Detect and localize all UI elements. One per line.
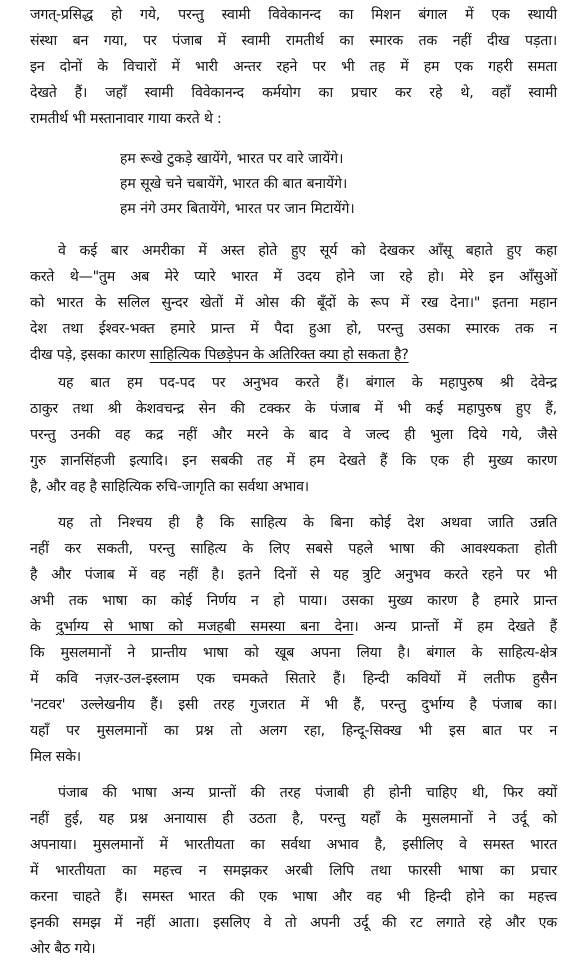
text-segment: दीख पड़े, इसका कारण <box>30 347 150 363</box>
text-line: यह तो निश्चय ही है कि साहित्य के बिना कोई देश अथवा जाति उन्नति <box>58 515 557 531</box>
underlined-phrase: दुर्भाग्य से भाषा को मजहबी समस्या बना देना <box>55 619 354 635</box>
text-line: देश तथा ईश्वर-भक्त हमारे प्रान्त में पैदा हुआ हो, परन्तु उसका स्मारक तक न <box>30 321 557 337</box>
text-segment: के <box>30 619 56 635</box>
text-line: देखते हैं। जहाँ स्वामी विवेकानन्द कर्मयोग का प्रचार कर रहे थे, वहाँ स्वामी <box>30 85 557 101</box>
text-line: अभी तक भाषा का कोई निर्णय न हो पाया। उसका मुख्य कारण है हमारे प्रान्त <box>30 593 557 609</box>
text-line <box>30 346 557 364</box>
text-line: को भारत के सलिल सुन्दर खेतों में ओस की बूँदों के रूप में रख देना।" इतना महान <box>30 295 557 311</box>
text-line: परन्तु उनकी वह कद्र नहीं और मरने के बाद वे जल्द ही भुला दिये गये, जैसे <box>30 427 557 443</box>
text-line: पंजाब की भाषा अन्य प्रान्तों की तरह पंजाबी ही होनी चाहिए थी, फिर क्यों <box>58 785 557 801</box>
underlined-phrase: साहित्यिक पिछड़ेपन के अतिरिक्त क्या हो सकता है? <box>149 347 409 363</box>
text-line: इनकी समझ में नहीं आता। इसलिए वे तो अपनी उर्दू की रट लगाते रहे और एक <box>30 915 557 931</box>
text-line: जगत्-प्रसिद्ध हो गये, परन्तु स्वामी विवेकानन्द का मिशन बंगाल में एक स्थायी <box>30 7 557 23</box>
text-line: कि मुसलमानों ने प्रान्तीय भाषा को खूब अपना लिया है। बंगाल के साहित्य-क्षेत्र <box>30 645 557 661</box>
text-line: इन दोनों के विचारों में भारी अन्तर रहने पर भी तह में हम एक गहरी समता <box>30 59 557 75</box>
text-line: 'नटवर' उल्लेखनीय हैं। इसी तरह गुजरात में भी हैं, परन्तु दुर्भाग्य है पंजाब का। <box>30 697 557 713</box>
text-line: करना चाहते हैं। समस्त भारत की एक भाषा और वह भी हिन्दी होने का महत्त्व <box>30 889 557 905</box>
text-line: ओर बैठ गये। <box>30 941 96 957</box>
text-line: संस्था बन गया, पर पंजाब में स्वामी रामतीर्थ का स्मारक तक नहीं दीख पड़ता। <box>30 33 557 49</box>
text-line: गुरु ज्ञानसिंहजी इत्यादि। इन सबकी तह में हम देखते हैं कि एक ही मुख्य कारण <box>30 453 557 469</box>
text-line: में कवि नज़र-उल-इस्लाम एक चमकते सितारे हैं। हिन्दी कवियों में लतीफ हुसैन <box>30 671 557 687</box>
text-line: है और पंजाब में वह नहीं है। इतने दिनों से यह त्रुटि अनुभव करते रहने पर भी <box>30 567 557 583</box>
text-line: अपनाया। मुसलमानों में भारतीयता का सर्वथा अभाव है, इसीलिए वे समस्त भारत <box>30 837 557 853</box>
poem-line: हम रूखे टुकड़े खायेंगे, भारत पर वारे जायेंगे। <box>120 151 344 167</box>
text-segment: । अन्य प्रान्तों में हम देखते हैं <box>353 619 558 635</box>
text-line: रामतीर्थ भी मस्तानावार गाया करते थे : <box>30 111 222 127</box>
text-line: ठाकुर तथा श्री केशवचन्द्र सेन की टक्कर के पंजाब में भी कई महापुरुष हुए हैं, <box>30 401 557 417</box>
text-line: वे कई बार अमरीका में अस्त होते हुए सूर्य को देखकर आँसू बहाते हुए कहा <box>58 243 557 259</box>
text-line: में भारतीयता का महत्त्व न समझकर अरबी लिपि तथा फारसी भाषा का प्रचार <box>30 863 557 879</box>
text-line <box>30 618 557 636</box>
text-line: नहीं हुई, यह प्रश्न अनायास ही उठता है, परन्तु यहाँ के मुसलमानों ने उर्दू को <box>30 811 557 827</box>
text-line: मिल सके। <box>30 749 81 765</box>
text-line: यहाँ पर मुसलमानों का प्रश्न तो अलग रहा, हिन्दू-सिक्ख भी इस बात पर न <box>30 723 557 739</box>
text-line: करते थे—"तुम अब मेरे प्यारे भारत में उदय होने जा रहे हो। मेरे इन आँसुओं <box>30 269 557 285</box>
poem-line: हम नंगे उमर बितायेंगे, भारत पर जान मिटायेंगे। <box>120 201 355 217</box>
text-line: यह बात हम पद-पद पर अनुभव करते हैं। बंगाल के महापुरुष श्री देवेन्द्र <box>58 375 557 391</box>
poem-line: हम सूखे चने चबायेंगे, भारत की बात बनायेंगे। <box>120 176 348 192</box>
text-line: नहीं कर सकती, परन्तु साहित्य के लिए सबसे पहले भाषा की आवश्यकता होती <box>30 541 557 557</box>
text-line: है, और वह है साहित्यिक रुचि-जागृति का सर्वथा अभाव। <box>30 479 309 495</box>
